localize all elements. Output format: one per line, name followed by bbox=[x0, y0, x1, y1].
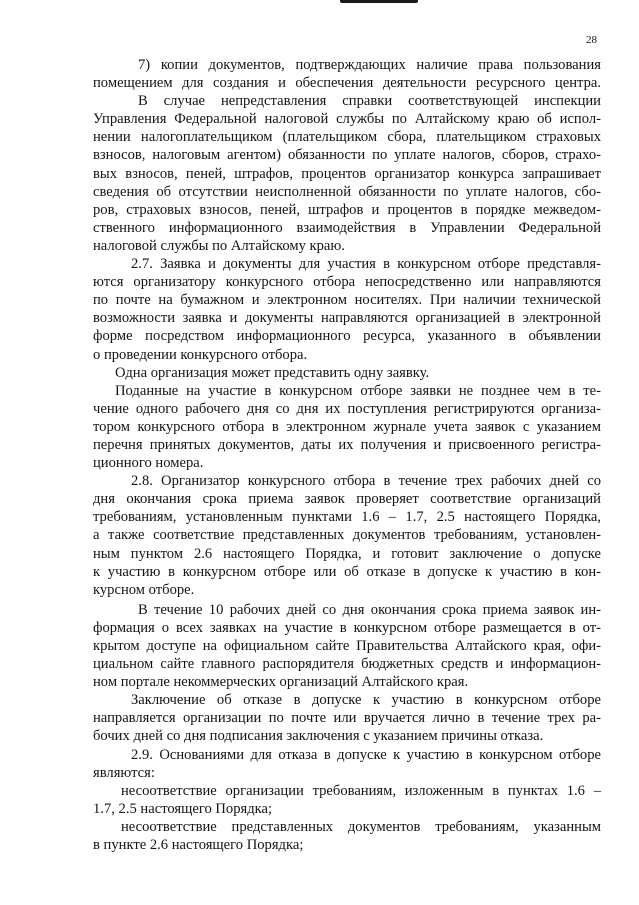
text-line: несоответствие представленных документов требованиям, указанным bbox=[121, 818, 601, 835]
text-line: 1.7, 2.5 настоящего Порядка; bbox=[93, 800, 273, 817]
text-line: о проведении конкурсного отбора. bbox=[93, 346, 308, 363]
text-line: помещением для создания и обеспечения деятельности ресурсного центра. bbox=[93, 75, 601, 92]
text-line: сведения об отсутствии неисполненной обязанности по уплате налогов, сбо- bbox=[93, 183, 601, 200]
text-line: 2.8. Организатор конкурсного отбора в течение трех рабочих дней со bbox=[131, 473, 601, 490]
text-line: формация о всех заявках на участие в конкурсном отборе размещается в от- bbox=[93, 619, 601, 636]
text-line: по почте на бумажном и электронном носителях. При наличии технической bbox=[93, 292, 601, 309]
text-line: ным пунктом 2.6 настоящего Порядка, и готовит заключение о допуске bbox=[93, 545, 601, 562]
text-line: дня окончания срока приема заявок проверяет соответствие организаций bbox=[93, 491, 601, 508]
text-line: 2.9. Основаниями для отказа в допуске к участию в конкурсном отборе bbox=[131, 746, 601, 763]
text-line: требованиям, установленным пунктами 1.6 – 1.7, 2.5 настоящего Порядка, bbox=[93, 509, 601, 526]
text-line: Управления Федеральной налоговой службы по Алтайскому краю об испол- bbox=[93, 111, 601, 128]
text-line: Одна организация может представить одну заявку. bbox=[115, 364, 430, 381]
text-line: В течение 10 рабочих дней со дня окончания срока приема заявок ин- bbox=[138, 601, 601, 618]
text-line: ются организатору конкурсного отбора непосредственно или направляются bbox=[93, 274, 601, 291]
text-line: в пункте 2.6 настоящего Порядка; bbox=[93, 837, 304, 854]
text-line: крытом доступе на официальном сайте Правительства Алтайского края, офи- bbox=[93, 638, 601, 654]
text-line: курсном отборе. bbox=[93, 581, 195, 598]
text-line: ционного номера. bbox=[93, 455, 204, 472]
text-line: Поданные на участие в конкурсном отборе заявки не позднее чем в те- bbox=[115, 382, 601, 399]
text-line: а также соответствие представленных документов требованиям, установлен- bbox=[93, 527, 601, 544]
text-line: к участию в конкурсном отборе или об отказе в допуске к участию в кон- bbox=[93, 563, 601, 580]
text-line: В случае непредставления справки соответствующей инспекции bbox=[138, 93, 601, 110]
text-line: направляется организации по почте или вручается лично в течение трех ра- bbox=[93, 710, 601, 727]
text-line: ном портале некоммерческих организаций Алтайского края. bbox=[93, 674, 469, 691]
text-line: циальном сайте главного распорядителя бюджетных средств и информацион- bbox=[93, 656, 601, 673]
text-line: налоговой службы по Алтайскому краю. bbox=[93, 237, 345, 254]
text-line: взносов, налоговым агентом) обязанности по уплате налогов, сборов, страхо- bbox=[93, 147, 601, 164]
text-line: возможности заявка и документы направляются организацией в электронной bbox=[93, 310, 601, 327]
text-line: вых взносов, пеней, штрафов, процентов организатор конкурса запрашивает bbox=[93, 165, 601, 182]
text-line: являются: bbox=[93, 764, 155, 781]
text-line: ров, страховых взносов, пеней, штрафов и процентов в порядке межведом- bbox=[93, 201, 601, 218]
text-line: 2.7. Заявка и документы для участия в конкурсном отборе представля- bbox=[131, 256, 601, 273]
document-body bbox=[93, 56, 601, 854]
scan-artifact bbox=[340, 0, 418, 3]
text-line: бочих дней со дня подписания заключения с указанием причины отказа. bbox=[93, 728, 544, 745]
text-line: ственного информационного взаимодействия в Управлении Федеральной bbox=[93, 219, 601, 236]
text-line: чение одного рабочего дня со дня их поступления регистрируются организа- bbox=[93, 400, 601, 417]
text-line: перечня принятых документов, даты их получения и присвоенного регистра- bbox=[93, 436, 601, 453]
text-line: Заключение об отказе в допуске к участию в конкурсном отборе bbox=[131, 692, 601, 709]
text-line: несоответствие организации требованиям, изложенным в пунктах 1.6 – bbox=[121, 782, 601, 799]
text-line: нении налогоплательщиком (плательщиком сбора, плательщиком страховых bbox=[93, 129, 601, 146]
text-line: форме посредством информационного ресурса, указанного в объявлении bbox=[93, 328, 601, 345]
text-line: тором конкурсного отбора в электронном журнале учета заявок с указанием bbox=[93, 418, 601, 435]
page-number: 28 bbox=[586, 34, 597, 46]
text-line: 7) копии документов, подтверждающих наличие права пользования bbox=[138, 57, 601, 73]
